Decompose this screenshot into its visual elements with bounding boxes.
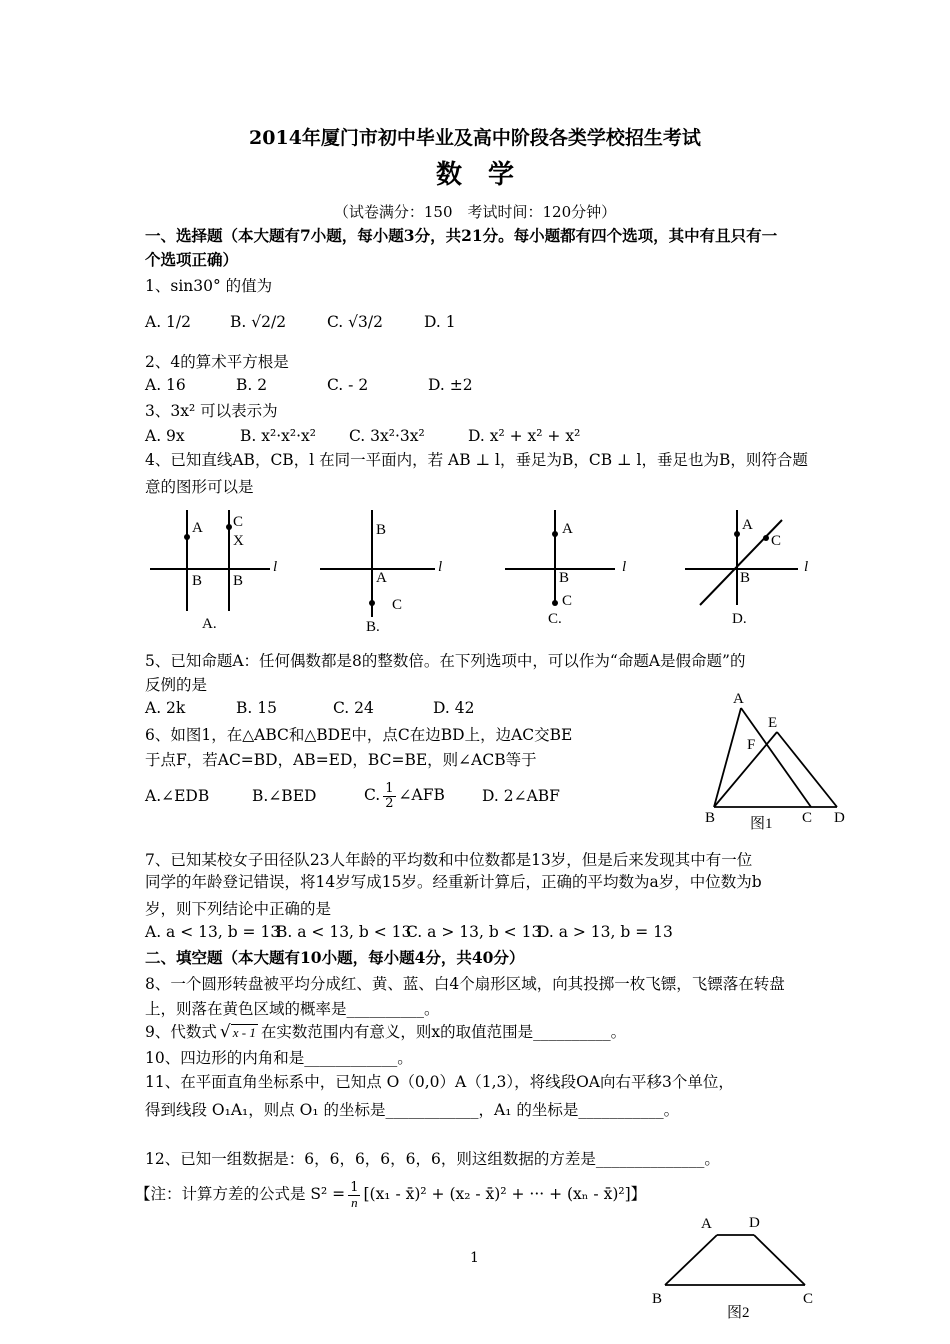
q1-stem: 1、sin30° 的值为 bbox=[145, 277, 273, 295]
q7-option-c: C. a > 13, b < 13 bbox=[406, 923, 542, 941]
figure-c-caption: C. bbox=[548, 611, 562, 627]
q2-option-a: A. 16 bbox=[145, 376, 186, 394]
label-a: A bbox=[701, 1216, 712, 1232]
q5-option-c: C. 24 bbox=[333, 699, 374, 717]
label-l: l bbox=[438, 559, 443, 575]
q9-radical: √ x - 1 bbox=[219, 1022, 256, 1042]
label-b: B bbox=[740, 570, 751, 586]
q5-option-b: B. 15 bbox=[236, 699, 277, 717]
q8-stem: 8、一个圆形转盘被平均分成红、黄、蓝、白4个扇形区域，向其投掷一枚飞镖，飞镖落在转盘 bbox=[145, 975, 785, 993]
q9-prefix: 9、代数式 bbox=[145, 1023, 217, 1041]
q9-suffix: 在实数范围内有意义，则x的取值范围是__________。 bbox=[260, 1023, 627, 1041]
q6-option-c-angle: ∠AFB bbox=[398, 786, 445, 804]
label-c: C bbox=[802, 810, 813, 826]
q7-stem: 7、已知某校女子田径队23人年龄的平均数和中位数都是13岁，但是后来发现其中有一位 bbox=[145, 851, 753, 869]
figure-d-caption: D. bbox=[732, 611, 747, 627]
label-d: D bbox=[834, 810, 845, 826]
subject-title: 数 学 bbox=[435, 160, 514, 190]
label-a: A bbox=[742, 517, 753, 533]
q6-option-c bbox=[364, 778, 445, 812]
label-l: l bbox=[622, 559, 627, 575]
q6-option-b: B.∠BED bbox=[252, 787, 317, 805]
q7-option-a: A. a < 13, b = 13 bbox=[145, 923, 281, 941]
q10-stem: 10、四边形的内角和是____________。 bbox=[145, 1049, 413, 1067]
q1-option-d: D. 1 bbox=[424, 313, 456, 331]
label-a: A bbox=[562, 521, 573, 537]
figure-2 bbox=[645, 1210, 825, 1335]
variance-note-prefix: 【注：计算方差的公式是 S² = bbox=[135, 1185, 346, 1203]
q4-figure-d bbox=[680, 505, 825, 635]
q5-option-d: D. 42 bbox=[433, 699, 475, 717]
figure-1 bbox=[700, 688, 860, 836]
section2-heading: 二、填空题（本大题有10小题，每小题4分，共40分） bbox=[145, 948, 525, 967]
q6-option-a: A.∠EDB bbox=[145, 787, 210, 805]
label-c: C bbox=[233, 514, 244, 530]
q7-option-b: B. a < 13, b < 13 bbox=[276, 923, 412, 941]
q1-option-a: A. 1/2 bbox=[145, 313, 191, 331]
q7-stem-cont: 同学的年龄登记错误，将14岁写成15岁。经重新计算后，正确的平均数为a岁，中位数为b bbox=[145, 873, 762, 891]
q4-stem-cont: 意的图形可以是 bbox=[145, 478, 254, 496]
q11-stem-cont: 得到线段 O₁A₁，则点 O₁ 的坐标是____________，A₁ 的坐标是___________。 bbox=[145, 1101, 680, 1119]
q12-variance-note bbox=[135, 1176, 646, 1212]
variance-note-formula: [(x₁ - x̄)² + (x₂ - x̄)² + ··· + (xₙ - x̄)²]】 bbox=[363, 1185, 647, 1203]
q9-stem bbox=[145, 1022, 626, 1043]
exam-info: （试卷满分：150 考试时间：120分钟） bbox=[333, 203, 617, 221]
q4-stem: 4、已知直线AB，CB，l 在同一平面内，若 AB ⊥ l，垂足为B，CB ⊥ l，垂足也为B，则符合题 bbox=[145, 451, 808, 469]
figure-a-caption: A. bbox=[202, 616, 217, 632]
q6-option-d: D. 2∠ABF bbox=[482, 787, 560, 805]
label-c: C bbox=[771, 533, 782, 549]
label-b: B bbox=[559, 570, 570, 586]
label-a: A bbox=[192, 520, 203, 536]
q8-stem-cont: 上，则落在黄色区域的概率是__________。 bbox=[145, 1000, 440, 1018]
q5-stem: 5、已知命题A：任何偶数都是8的整数倍。在下列选项中，可以作为“命题A是假命题”的 bbox=[145, 652, 746, 670]
figure-b-caption: B. bbox=[366, 619, 380, 635]
q2-stem: 2、4的算术平方根是 bbox=[145, 353, 289, 371]
variance-fraction: $\frac{1}{n}$ bbox=[350, 1179, 359, 1210]
label-x: X bbox=[233, 533, 244, 549]
q2-option-d: D. ±2 bbox=[428, 376, 473, 394]
q4-figure-a bbox=[145, 505, 290, 635]
q6-stem-cont: 于点F，若AC=BD，AB=ED，BC=BE，则∠ACB等于 bbox=[145, 751, 537, 769]
label-b: B bbox=[652, 1291, 663, 1307]
q6-option-c-fraction: $\frac{1}{2}$ bbox=[385, 780, 394, 811]
exam-title: 2014年厦门市初中毕业及高中阶段各类学校招生考试 bbox=[249, 127, 701, 149]
q3-stem: 3、3x² 可以表示为 bbox=[145, 402, 278, 420]
section1-heading-cont: 个选项正确） bbox=[145, 250, 239, 269]
label-l: l bbox=[273, 559, 278, 575]
label-d: D bbox=[749, 1215, 760, 1231]
label-l: l bbox=[804, 559, 809, 575]
label-c: C bbox=[562, 593, 573, 609]
q4-figure-c bbox=[500, 505, 645, 635]
q5-stem-cont: 反例的是 bbox=[145, 676, 208, 694]
label-a: A bbox=[376, 570, 387, 586]
q3-option-b: B. x²·x²·x² bbox=[240, 427, 316, 445]
q6-option-c-prefix: C. bbox=[364, 786, 381, 804]
q7-stem-cont2: 岁，则下列结论中正确的是 bbox=[145, 900, 332, 918]
section1-heading: 一、选择题（本大题有7小题，每小题3分，共21分。每小题都有四个选项，其中有且只有一 bbox=[145, 226, 778, 245]
label-e: E bbox=[768, 715, 778, 731]
q12-stem: 12、已知一组数据是：6，6，6，6，6，6，则这组数据的方差是______________。 bbox=[145, 1150, 720, 1168]
label-a: A bbox=[733, 691, 744, 707]
q1-option-b: B. √2/2 bbox=[230, 313, 287, 331]
label-b: B bbox=[233, 573, 244, 589]
label-b: B bbox=[705, 810, 716, 826]
q6-stem: 6、如图1，在△ABC和△BDE中，点C在边BD上，边AC交BE bbox=[145, 726, 573, 744]
q5-option-a: A. 2k bbox=[145, 699, 186, 717]
q2-option-b: B. 2 bbox=[236, 376, 268, 394]
label-c: C bbox=[392, 597, 403, 613]
label-b: B bbox=[192, 573, 203, 589]
figure-1-caption: 图1 bbox=[750, 816, 773, 832]
q11-stem: 11、在平面直角坐标系中，已知点 O（0,0）A（1,3），将线段OA向右平移3个单位， bbox=[145, 1073, 734, 1091]
q7-option-d: D. a > 13, b = 13 bbox=[537, 923, 673, 941]
figure-2-caption: 图2 bbox=[727, 1305, 750, 1321]
label-b: B bbox=[376, 522, 387, 538]
page-number: 1 bbox=[470, 1250, 479, 1266]
q1-option-c: C. √3/2 bbox=[327, 313, 383, 331]
q3-option-a: A. 9x bbox=[145, 427, 185, 445]
q2-option-c: C. - 2 bbox=[327, 376, 369, 394]
label-c: C bbox=[803, 1291, 814, 1307]
q4-figure-b bbox=[315, 505, 460, 635]
q3-option-d: D. x² + x² + x² bbox=[468, 427, 581, 445]
q3-option-c: C. 3x²·3x² bbox=[349, 427, 425, 445]
label-f: F bbox=[747, 737, 756, 753]
